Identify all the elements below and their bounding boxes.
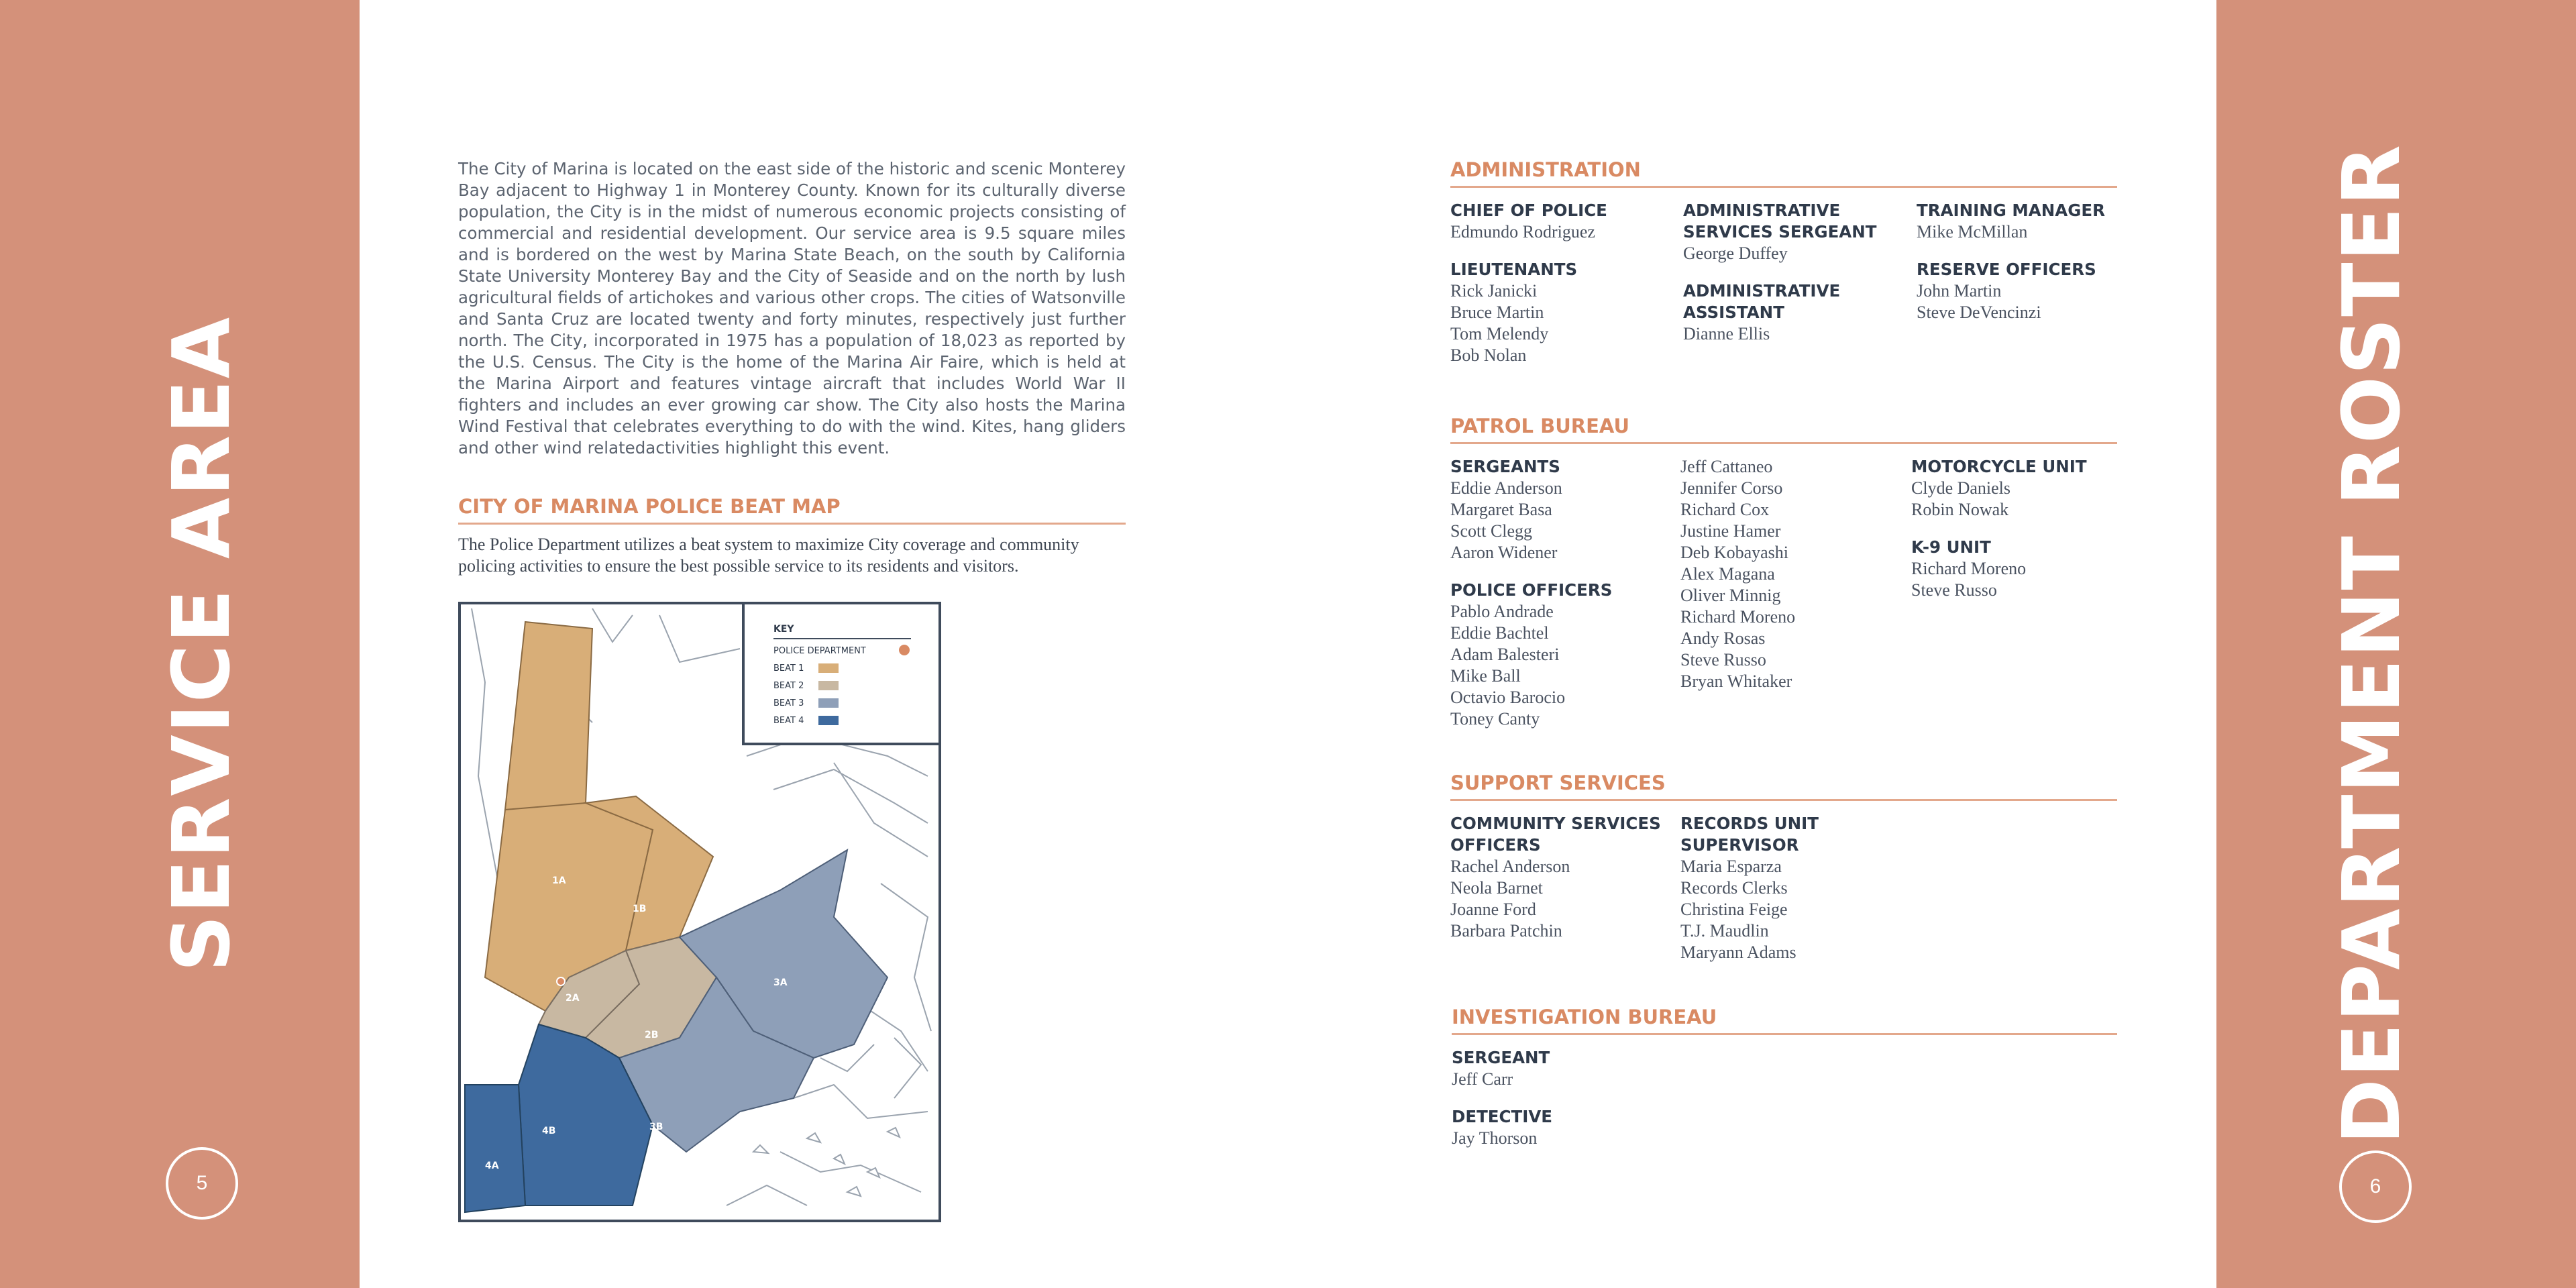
- key-beat-3: BEAT 3: [773, 698, 804, 708]
- zone-label-1b: 1B: [633, 904, 647, 914]
- sergeant-name: Margaret Basa: [1450, 500, 1552, 519]
- support-section: [1450, 771, 2117, 962]
- chief-name: Edmundo Rodriguez: [1450, 222, 1595, 241]
- beat-map-description: The Police Department utilizes a beat system to maximize City coverage and community policing activities to ensure the best possible service to its residents and visitors.: [458, 535, 1079, 576]
- page-number-5: 5: [166, 1147, 238, 1220]
- k9-name: Steve Russo: [1911, 580, 1997, 600]
- records-role-line2: SUPERVISOR: [1680, 835, 1799, 855]
- administration-heading: ADMINISTRATION: [1450, 158, 2117, 188]
- investigation-sergeant-name: Jeff Carr: [1452, 1069, 1513, 1089]
- sergeant-name: Aaron Widener: [1450, 543, 1558, 562]
- key-beat-2: BEAT 2: [773, 681, 804, 691]
- zone-label-1a: 1A: [552, 875, 566, 886]
- officer-name: Eddie Bachtel: [1450, 623, 1549, 643]
- admin-assistant-name: Dianne Ellis: [1683, 324, 1770, 343]
- beat-4a: [465, 1085, 525, 1212]
- officer-name: Pablo Andrade: [1450, 602, 1554, 621]
- sergeant-name: Eddie Anderson: [1450, 478, 1562, 498]
- map-key: [743, 603, 940, 744]
- records-name: Maryann Adams: [1680, 943, 1796, 962]
- map-key-title: KEY: [773, 624, 794, 635]
- reserve-name: John Martin: [1917, 281, 2002, 301]
- support-heading: SUPPORT SERVICES: [1450, 771, 2117, 801]
- support-col-2: [1680, 813, 1819, 963]
- patrol-section: [1450, 415, 2117, 729]
- k9-name: Richard Moreno: [1911, 559, 2027, 578]
- officers-role: POLICE OFFICERS: [1450, 580, 1613, 600]
- lieutenants-role: LIEUTENANTS: [1450, 260, 1578, 279]
- police-department-marker: [557, 977, 565, 985]
- officer-name: Andy Rosas: [1680, 629, 1766, 648]
- officer-name: Jennifer Corso: [1680, 478, 1783, 498]
- administration-section: [1450, 158, 2117, 365]
- cso-name: Neola Barnet: [1450, 878, 1543, 898]
- admin-sergeant-role-line2: SERVICES SERGEANT: [1683, 222, 1877, 241]
- officer-name: Richard Moreno: [1680, 607, 1796, 627]
- zone-label-2a: 2A: [566, 993, 580, 1004]
- admin-sergeant-role: ADMINISTRATIVE: [1683, 201, 1841, 220]
- zone-label-4b: 4B: [542, 1126, 556, 1136]
- cso-name: Rachel Anderson: [1450, 857, 1570, 876]
- zone-label-3a: 3A: [773, 977, 788, 988]
- investigation-heading: INVESTIGATION BUREAU: [1452, 1006, 2117, 1035]
- support-col-1: [1450, 813, 1661, 942]
- admin-assistant-role: ADMINISTRATIVE: [1683, 281, 1841, 301]
- sergeant-name: Scott Clegg: [1450, 521, 1533, 541]
- admin-sergeant-name: George Duffey: [1683, 244, 1788, 263]
- admin-col-1: [1450, 200, 1607, 366]
- officer-name: Bryan Whitaker: [1680, 672, 1792, 691]
- officer-name: Deb Kobayashi: [1680, 543, 1789, 562]
- motorcycle-name: Robin Nowak: [1911, 500, 2009, 519]
- zone-label-2b: 2B: [645, 1030, 659, 1040]
- zone-label-3b: 3B: [649, 1122, 663, 1132]
- investigation-section: [1452, 1006, 2117, 1148]
- records-name: Maria Esparza: [1680, 857, 1782, 876]
- lieutenant-name: Tom Melendy: [1450, 324, 1549, 343]
- lieutenant-name: Bob Nolan: [1450, 345, 1527, 365]
- officer-name: Mike Ball: [1450, 666, 1521, 686]
- lieutenant-name: Rick Janicki: [1450, 281, 1538, 301]
- cso-role-line2: OFFICERS: [1450, 835, 1541, 855]
- officer-name: Adam Balesteri: [1450, 645, 1560, 664]
- service-area-intro: The City of Marina is located on the east side of the historic and scenic Monterey Bay adjacent to Highway 1 in Monterey County. Known for its culturally diverse population, the City is in the midst of numerous economic projects consisting of commercial and residential development. Our service area is 9.5 square miles and is bordered on the west by Marina State Beach, on the south by California State University Monterey Bay and the City of Seaside and on the north by lush agricultural fields of artichokes and various other crops. The cities of Watsonville and Santa Cruz are located twenty and forty minutes, respectively just further north. The City, incorporated in 1975 has a population of 18,023 as reported by the U.S. Census. The City is the home of the Marina Air Faire, which is held at the Marina Airport and features vintage aircraft that includes World War II fighters and includes an ever growing car show. The City also hosts the Marina Wind Festival that celebrates everything to do with the wind. Kites, hang gliders and other wind relatedactivities highlight this event.: [458, 159, 1126, 458]
- investigation-sergeant-role: SERGEANT: [1452, 1048, 1550, 1067]
- officer-name: Jeff Cattaneo: [1680, 457, 1773, 476]
- department-roster-title: DEPARTMENT ROSTER: [2325, 143, 2418, 1145]
- key-beat-1: BEAT 1: [773, 663, 804, 674]
- motorcycle-role: MOTORCYCLE UNIT: [1911, 457, 2087, 476]
- reserve-name: Steve DeVencinzi: [1917, 303, 2041, 322]
- key-police-department: POLICE DEPARTMENT: [773, 646, 866, 656]
- records-name: Records Clerks: [1680, 878, 1788, 898]
- patrol-col-1: [1450, 456, 1612, 730]
- officer-name: Octavio Barocio: [1450, 688, 1566, 707]
- training-name: Mike McMillan: [1917, 222, 2028, 241]
- key-beat-4: BEAT 4: [773, 716, 804, 726]
- sergeants-role: SERGEANTS: [1450, 457, 1560, 476]
- cso-name: Joanne Ford: [1450, 900, 1536, 919]
- officer-name: Toney Canty: [1450, 709, 1540, 729]
- officer-name: Oliver Minnig: [1680, 586, 1781, 605]
- cso-role: COMMUNITY SERVICES: [1450, 814, 1661, 833]
- officer-name: Justine Hamer: [1680, 521, 1781, 541]
- beat-map: [458, 602, 941, 1222]
- patrol-col-3: [1911, 456, 2087, 601]
- officer-name: Richard Cox: [1680, 500, 1770, 519]
- detective-role: DETECTIVE: [1452, 1107, 1553, 1126]
- training-role: TRAINING MANAGER: [1917, 201, 2105, 220]
- admin-col-3: [1917, 200, 2105, 323]
- k9-role: K-9 UNIT: [1911, 537, 1991, 557]
- admin-assistant-role-line2: ASSISTANT: [1683, 303, 1784, 322]
- records-name: Christina Feige: [1680, 900, 1788, 919]
- investigation-col-1: [1452, 1047, 1552, 1149]
- detective-name: Jay Thorson: [1452, 1128, 1538, 1148]
- reserve-role: RESERVE OFFICERS: [1917, 260, 2096, 279]
- patrol-heading: PATROL BUREAU: [1450, 415, 2117, 444]
- beat-map-heading: CITY OF MARINA POLICE BEAT MAP: [458, 495, 1126, 525]
- records-name: T.J. Maudlin: [1680, 921, 1769, 941]
- admin-col-2: [1683, 200, 1877, 345]
- page-number-6: 6: [2339, 1150, 2412, 1223]
- records-role: RECORDS UNIT: [1680, 814, 1819, 833]
- lieutenant-name: Bruce Martin: [1450, 303, 1544, 322]
- beat-map-graphic: [458, 602, 941, 1222]
- motorcycle-name: Clyde Daniels: [1911, 478, 2011, 498]
- cso-name: Barbara Patchin: [1450, 921, 1562, 941]
- patrol-col-2: [1680, 456, 1795, 692]
- zone-label-4a: 4A: [485, 1161, 499, 1171]
- service-area-title: SERVICE AREA: [155, 315, 248, 973]
- chief-role: CHIEF OF POLICE: [1450, 201, 1607, 220]
- officer-name: Alex Magana: [1680, 564, 1775, 584]
- officer-name: Steve Russo: [1680, 650, 1766, 669]
